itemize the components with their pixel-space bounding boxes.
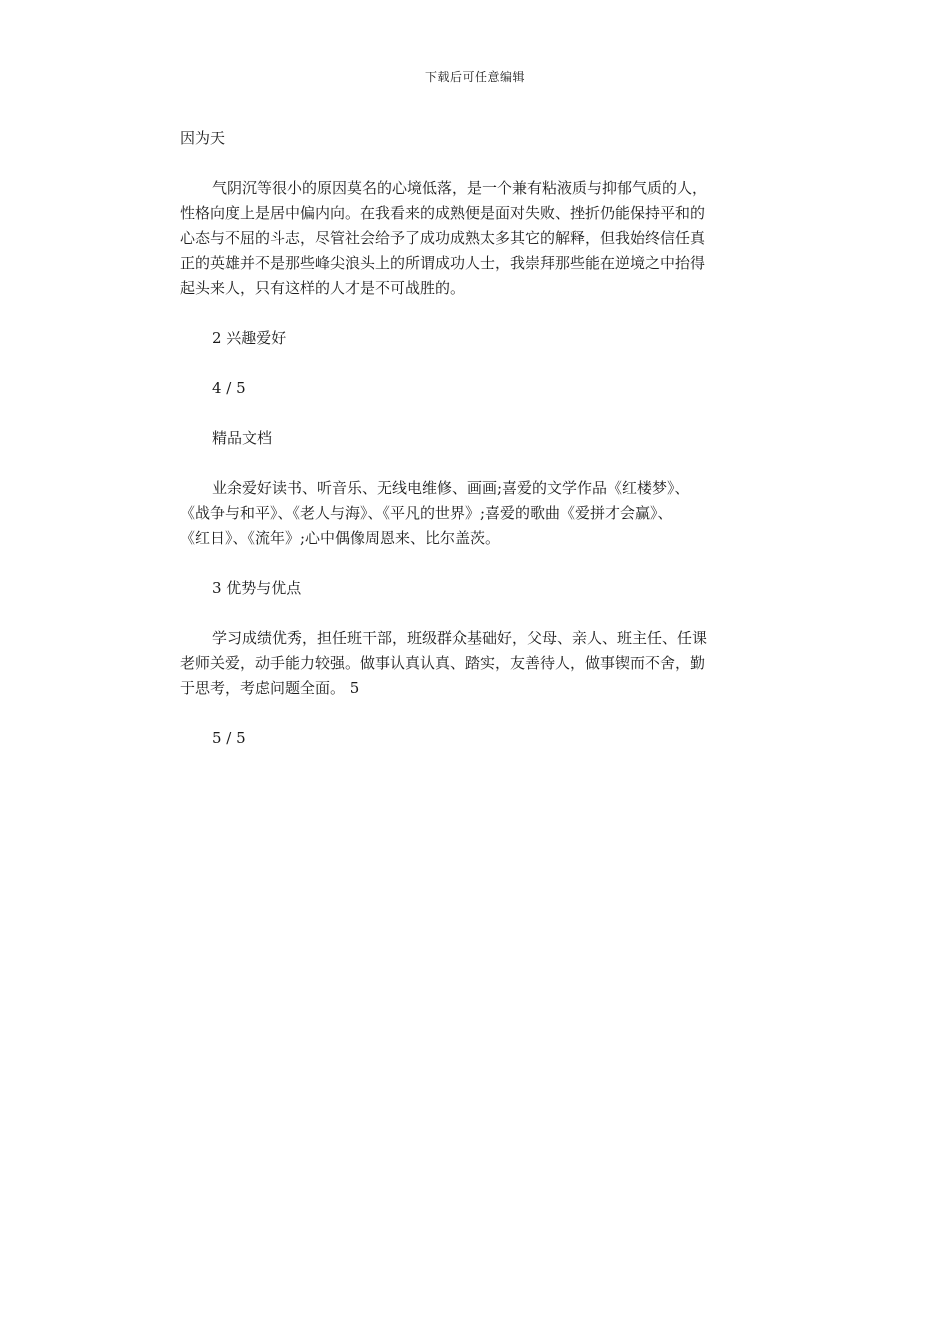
- paragraph-line: 心态与不屈的斗志，尽管社会给予了成功成熟太多其它的解释，但我始终信任真: [180, 229, 706, 247]
- paragraph-line: 老师关爱，动手能力较强。做事认真认真、踏实，友善待人，做事锲而不舍，勤: [180, 654, 706, 672]
- paragraph-line: 起头来人，只有这样的人才是不可战胜的。: [180, 279, 466, 297]
- paragraph-line: 于思考，考虑问题全面。 5: [180, 679, 360, 697]
- document-body: [180, 126, 780, 751]
- section-title-hobbies: 2 兴趣爱好: [212, 329, 287, 347]
- header-note: 下载后可任意编辑: [424, 70, 525, 84]
- paragraph-strengths: [180, 626, 780, 701]
- paragraph-line: 《战争与和平》、《老人与海》、《平凡的世界》;喜爱的歌曲《爱拼才会赢》、: [180, 504, 673, 522]
- paragraph-line: 学习成绩优秀，担任班干部，班级群众基础好，父母、亲人、班主任、任课: [212, 629, 708, 647]
- document-label: 精品文档: [212, 429, 273, 447]
- paragraph-personality: [180, 176, 780, 301]
- page-marker: 5 / 5: [212, 729, 246, 747]
- paragraph-line: 业余爱好读书、听音乐、无线电维修、画画;喜爱的文学作品《红楼梦》、: [212, 479, 690, 497]
- paragraph-line: 性格向度上是居中偏内向。在我看来的成熟便是面对失败、挫折仍能保持平和的: [180, 204, 706, 222]
- paragraph-hobbies: [180, 476, 780, 551]
- paragraph-line: 《红日》、《流年》;心中偶像周恩来、比尔盖茨。: [180, 529, 501, 547]
- page-marker: 4 / 5: [212, 379, 246, 397]
- intro-line: 因为天: [180, 129, 226, 147]
- section-title-strengths: 3 优势与优点: [212, 579, 302, 597]
- paragraph-line: 正的英雄并不是那些峰尖浪头上的所谓成功人士，我崇拜那些能在逆境之中抬得: [180, 254, 706, 272]
- paragraph-line: 气阴沉等很小的原因莫名的心境低落，是一个兼有粘液质与抑郁气质的人，: [212, 179, 708, 197]
